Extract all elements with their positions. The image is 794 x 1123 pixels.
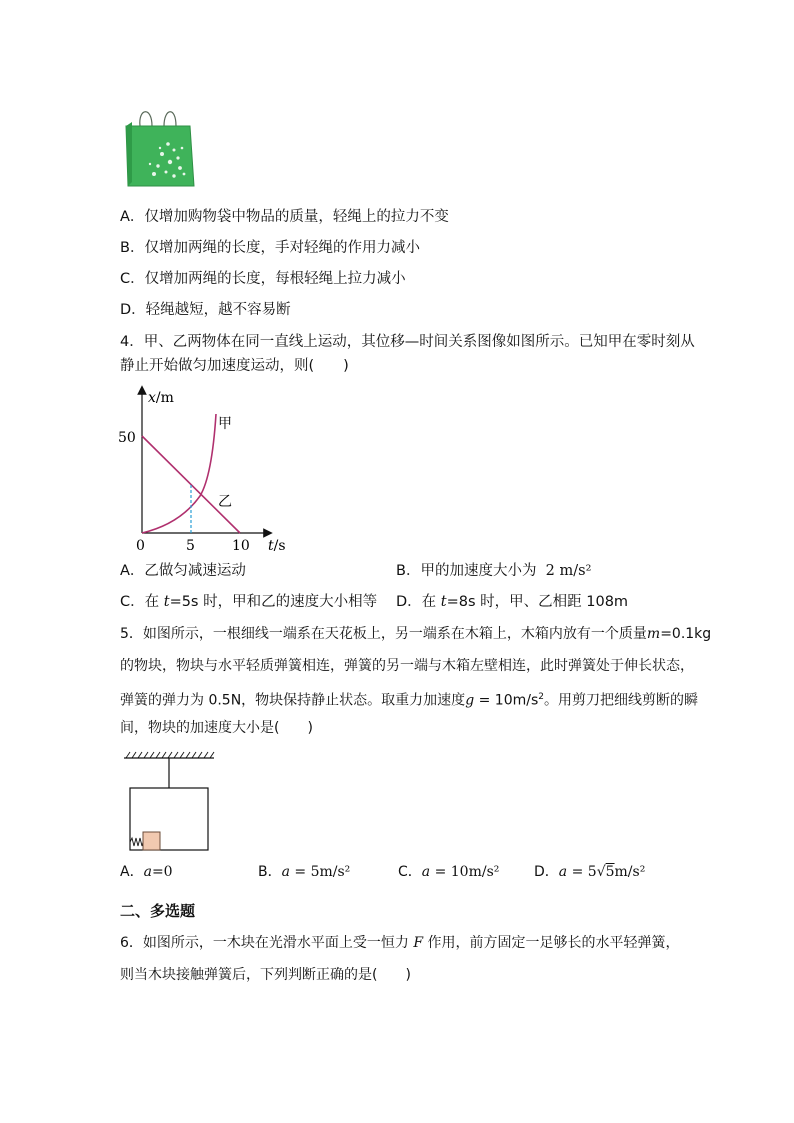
q4-option-d: D．在 t=8s 时，甲、乙相距 108m bbox=[396, 594, 629, 610]
q4-xt-graph bbox=[110, 384, 300, 556]
q6-stem-line2: 则当木块接触弹簧后，下列判断正确的是( ) bbox=[120, 967, 411, 983]
q4-option-c: C．在 t=5s 时，甲和乙的速度大小相等 bbox=[120, 594, 378, 610]
q4-option-a: A．乙做匀减速运动 bbox=[120, 563, 246, 579]
q5-stem-line1: 5．如图所示，一根细线一端系在天花板上，另一端系在木箱上，木箱内放有一个质量m=0.1kg bbox=[120, 626, 712, 642]
q5-stem-line4: 间，物块的加速度大小是( ) bbox=[120, 720, 313, 736]
q3-option-d: D．轻绳越短，越不容易断 bbox=[120, 302, 291, 318]
q5-option-d: D．a = 5√5m/s² bbox=[534, 864, 646, 880]
q6-stem-line1: 6．如图所示，一木块在光滑水平面上受一恒力 F 作用，前方固定一足够长的水平轻弹簧， bbox=[120, 935, 680, 951]
q3-option-c: C．仅增加两绳的长度，每根轻绳上拉力减小 bbox=[120, 271, 406, 287]
q4-stem-line2: 静止开始做匀加速度运动，则( ) bbox=[120, 358, 349, 374]
label-yi: 乙 bbox=[218, 494, 232, 510]
x-axis-label: t/s bbox=[268, 538, 286, 554]
label-jia: 甲 bbox=[218, 416, 232, 432]
q5-option-c: C．a = 10m/s² bbox=[398, 864, 500, 880]
wooden-box bbox=[130, 788, 208, 850]
q5-stem-line2: 的物块，物块与水平轻质弹簧相连，弹簧的另一端与木箱左壁相连，此时弹簧处于伸长状态， bbox=[120, 658, 694, 674]
section-title: 二、多选题 bbox=[120, 902, 196, 920]
block bbox=[143, 832, 160, 850]
q5-option-a: A．a=0 bbox=[120, 864, 173, 880]
shopping-bag-image bbox=[118, 104, 198, 188]
y-axis-label: x/m bbox=[148, 390, 174, 406]
q5-option-b: B．a = 5m/s² bbox=[258, 864, 351, 880]
tick-0: 0 bbox=[136, 538, 145, 554]
q3-option-b: B．仅增加两绳的长度，手对轻绳的作用力减小 bbox=[120, 240, 420, 256]
tick-10: 10 bbox=[232, 538, 250, 554]
q5-stem-line3: 弹簧的弹力为 0.5N，物块保持静止状态。取重力加速度$g = 10m/s^2$。用剪刀把细线剪断的瞬 bbox=[120, 692, 698, 709]
q4-stem-line1: 4．甲、乙两物体在同一直线上运动，其位移—时间关系图像如图所示。已知甲在零时刻从 bbox=[120, 334, 695, 350]
q4-option-b: B．甲的加速度大小为 2 m/s² bbox=[396, 563, 592, 579]
yi-line bbox=[142, 436, 240, 533]
tick-50: 50 bbox=[118, 430, 136, 446]
q3-option-a: A．仅增加购物袋中物品的质量，轻绳上的拉力不变 bbox=[120, 209, 449, 225]
tick-5: 5 bbox=[186, 538, 195, 554]
q5-box-diagram bbox=[118, 748, 218, 854]
